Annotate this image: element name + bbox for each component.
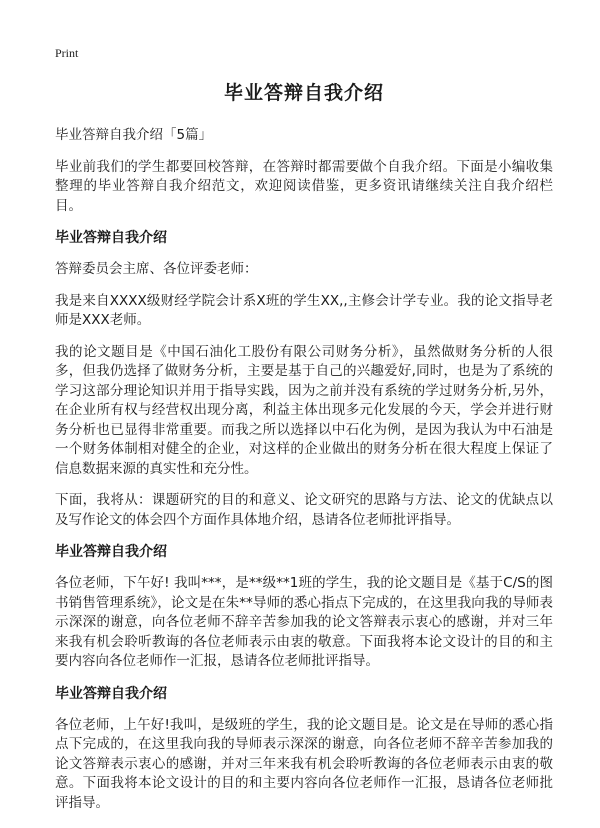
print-link[interactable]: Print	[55, 46, 79, 60]
section-paragraph: 答辩委员会主席、各位评委老师：	[55, 261, 258, 277]
document-body	[55, 80, 553, 825]
section-paragraph: 下面，我将从：课题研究的目的和意义、论文研究的思路与方法、论文的优缺点以及写作论文的体会四个方面作具体地介绍，恳请各位老师批评指导。	[55, 492, 553, 528]
section-2	[55, 542, 553, 672]
section-3	[55, 684, 553, 814]
section-1	[55, 228, 553, 530]
section-paragraph: 我的论文题目是《中国石油化工股份有限公司财务分析》，虽然做财务分析的人很多，但我仍选择了做财务分析，主要是基于自己的兴趣爱好,同时，也是为了系统的学习这部分理论知识并用于指导实践，因为之前并没有系统的学过财务分析,另外，在企业所有权与经营权出现分离，利益主体出现多元化发展的今天，学会并进行财务分析也已显得非常重要。而我之所以选择以中石化为例，是因为我认为中石油是一个财务体制相对健全的企业，对这样的企业做出的财务分析在很大程度上保证了信息数据来源的真实性和充分性。	[55, 343, 553, 477]
section-heading: 毕业答辩自我介绍	[55, 230, 167, 246]
section-paragraph: 各位老师，下午好! 我叫***，是**级**1班的学生，我的论文题目是《基于C/S的图书销售管理系统》，论文是在朱**导师的悉心指点下完成的，在这里我向我的导师表示深深的谢意，向各位老师不辞辛苦参加我的论文答辩表示衷心的感谢，并对三年来我有机会聆听教诲的各位老师表示由衷的敬意。下面我将本论文设计的目的和主要内容向各位老师作一汇报，恳请各位老师批评指导。	[55, 575, 553, 669]
page-title: 毕业答辩自我介绍	[223, 82, 384, 104]
section-heading: 毕业答辩自我介绍	[55, 544, 167, 560]
intro-paragraph: 毕业前我们的学生都要回校答辩，在答辩时都需要做个自我介绍。下面是小编收集整理的毕业答辩自我介绍范文，欢迎阅读借鉴，更多资讯请继续关注自我介绍栏目。	[55, 158, 553, 214]
document-subtitle: 毕业答辩自我介绍「5篇」	[55, 127, 213, 143]
section-paragraph: 各位老师，上午好!我叫，是级班的学生，我的论文题目是。论文是在导师的悉心指点下完成的，在这里我向我的导师表示深深的谢意，向各位老师不辞辛苦参加我的论文答辩表示衷心的感谢，并对三年来我有机会聆听教诲的各位老师表示由衷的敬意。下面我将本论文设计的目的和主要内容向各位老师作一汇报，恳请各位老师批评指导。	[55, 716, 553, 811]
section-paragraph: 我是来自XXXX级财经学院会计系X班的学生XX,,主修会计学专业。我的论文指导老师是XXX老师。	[55, 292, 553, 328]
section-heading: 毕业答辩自我介绍	[55, 685, 167, 702]
